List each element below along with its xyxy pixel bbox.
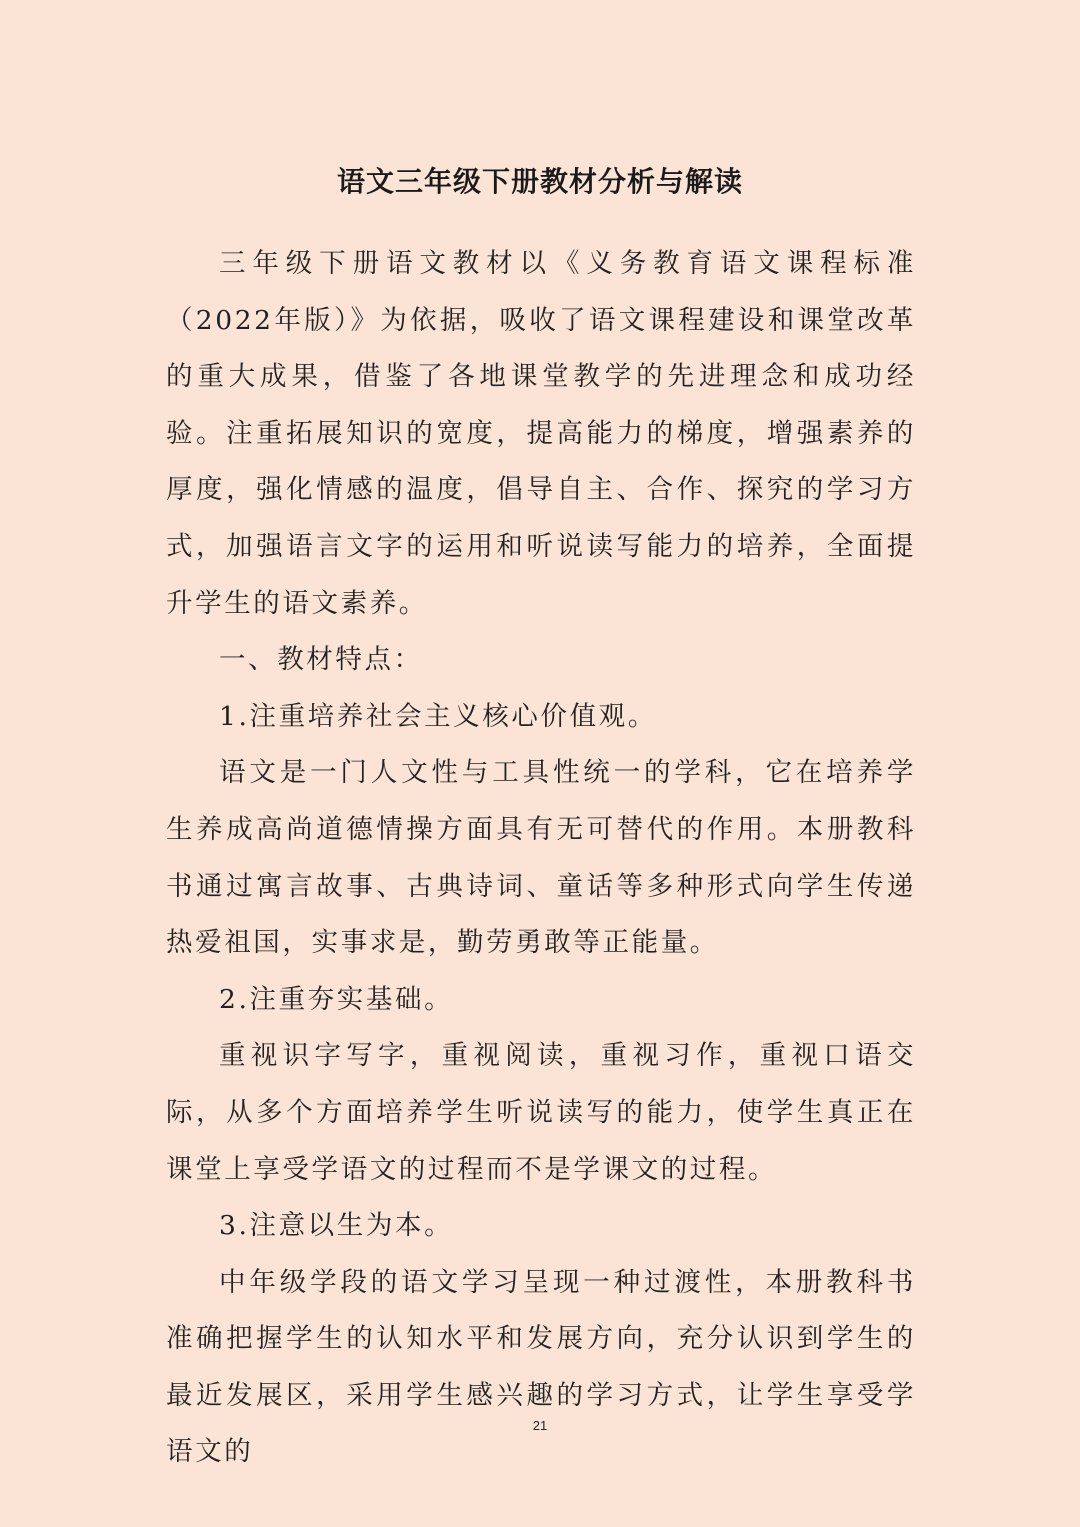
document-body [166,236,916,1481]
feature-3-paragraph: 中年级学段的语文学习呈现一种过渡性，本册教科书准确把握学生的认知水平和发展方向，充分认识到学生的最近发展区，采用学生感兴趣的学习方式，让学生享受学语文的 [166,1266,916,1468]
feature-2-paragraph: 重视识字写字，重视阅读，重视习作，重视口语交际，从多个方面培养学生听说读写的能力，使学生真正在课堂上享受学语文的过程而不是学课文的过程。 [166,1040,916,1185]
feature-2-heading: 2.注重夯实基础。 [219,983,454,1015]
intro-paragraph: 三年级下册语文教材以《义务教育语文课程标准（2022年版）》为依据，吸收了语文课程建设和课堂改革的重大成果，借鉴了各地课堂教学的先进理念和成功经验。注重拓展知识的宽度，提高能力的梯度，增强素养的厚度，强化情感的温度，倡导自主、合作、探究的学习方式，加强语言文字的运用和听说读写能力的培养，全面提升学生的语文素养。 [166,248,916,619]
feature-1-heading: 1.注重培养社会主义核心价值观。 [219,700,657,732]
document-title: 语文三年级下册教材分析与解读 [336,165,743,198]
feature-1-paragraph: 语文是一门人文性与工具性统一的学科，它在培养学生养成高尚道德情操方面具有无可替代的作用。本册教科书通过寓言故事、古典诗词、童话等多种形式向学生传递热爱祖国，实事求是，勤劳勇敢等正能量。 [166,757,916,959]
section-heading-features: 一、教材特点： [219,644,423,676]
feature-3-heading: 3.注意以生为本。 [219,1210,454,1242]
page-number: 21 [532,1418,548,1433]
